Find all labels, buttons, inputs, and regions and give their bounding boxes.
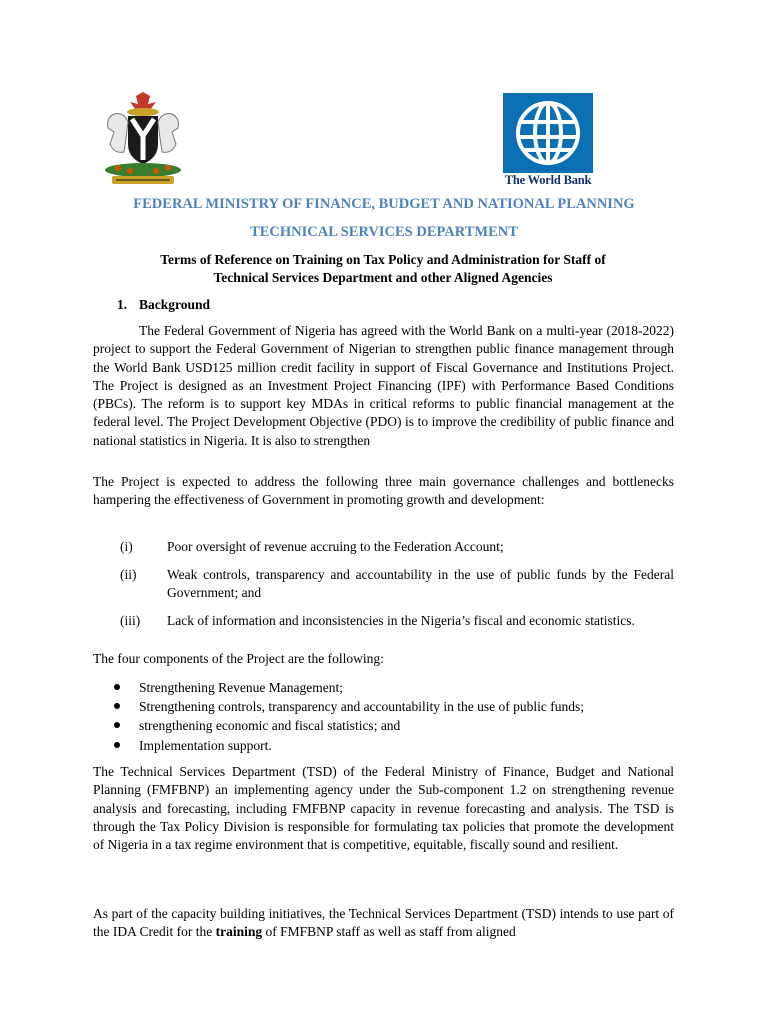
section-heading-background — [117, 297, 210, 313]
paragraph-text: of FMFBNP staff as well as staff from aligned — [262, 924, 516, 940]
bullet-icon — [114, 703, 120, 709]
title-line-2: Technical Services Department and other Aligned Agencies — [213, 270, 553, 285]
paragraph-background — [93, 322, 674, 450]
bullet-icon — [114, 722, 120, 728]
paragraph-capacity-building — [93, 905, 674, 942]
list-item-text: Implementation support. — [139, 737, 272, 753]
list-numeral: (i) — [120, 539, 133, 554]
paragraph-text: The Federal Government of Nigeria has agreed with the World Bank on a multi-year (2018-2022) project to support the Federal Government of Nigerian to strengthen public finance management through the World Bank USD125 million credit facility in support of Fiscal Governance and Institutions Project. The Project is designed as an Investment Project Financing (IPF) with Performance Based Conditions (PBCs). The reform is to support key MDAs in critical reforms to public financial management at the federal level. The Project Development Objective (PDO) is to improve the credibility of public finance and national statistics in Nigeria. It is also to strengthen — [93, 323, 674, 448]
world-bank-globe-icon — [503, 93, 593, 173]
list-item — [112, 736, 674, 755]
bullet-icon — [114, 742, 120, 748]
paragraph-text: As part of the capacity building initiatives, the Technical Services Department (TSD) intends to use part of the IDA Credit for the — [93, 906, 674, 940]
list-item — [120, 566, 674, 603]
bullet-icon — [114, 684, 120, 690]
title-line-1: Terms of Reference on Training on Tax Policy and Administration for Staff of — [160, 252, 606, 267]
list-item-text: strengthening economic and fiscal statistics; and — [139, 718, 401, 734]
list-item-text: Strengthening controls, transparency and accountability in the use of public funds; — [139, 699, 585, 715]
world-bank-caption: The World Bank — [504, 173, 592, 187]
paragraph-tsd: The Technical Services Department (TSD) of the Federal Ministry of Finance, Budget and National Planning (FMFBNP) an implementing agency under the Sub-component 1.2 on strengthening revenue analysis and forecasting, including FMFBNP capacity in revenue forecasting and analysis. The TSD is through the Tax Policy Division is responsible for formulating tax policies that promote the development of Nigeria in a tax regime environment that is competitive, equitable, fiscally sound and resilient. — [93, 764, 674, 853]
list-item — [120, 538, 674, 556]
list-item-text: Poor oversight of revenue accruing to the Federation Account; — [167, 539, 504, 554]
section-title: Background — [139, 297, 211, 312]
list-numeral: (iii) — [120, 613, 141, 628]
list-item-text: Lack of information and inconsistencies in the Nigeria’s fiscal and economic statistics. — [167, 613, 635, 628]
ministry-name: FEDERAL MINISTRY OF FINANCE, BUDGET AND NATIONAL PLANNING — [133, 196, 635, 212]
list-item — [112, 678, 674, 697]
list-item — [120, 612, 674, 630]
list-item — [112, 716, 674, 735]
nigeria-coat-of-arms-icon — [96, 92, 190, 186]
section-number: 1. — [117, 297, 128, 312]
list-numeral: (ii) — [120, 567, 137, 582]
department-name: TECHNICAL SERVICES DEPARTMENT — [250, 224, 518, 240]
world-bank-logo — [503, 93, 593, 188]
list-item-text: Strengthening Revenue Management; — [139, 680, 343, 695]
emphasis-training: training — [215, 924, 263, 940]
document-title — [92, 251, 674, 287]
list-item — [112, 697, 674, 716]
paragraph-challenges-intro: The Project is expected to address the following three main governance challenges and bottlenecks hampering the effectiveness of Government in promoting growth and development: — [93, 474, 674, 508]
paragraph-components-intro: The four components of the Project are the following: — [93, 651, 384, 666]
list-item-text: Weak controls, transparency and accountability in the use of public funds by the Federal Government; and — [167, 567, 674, 601]
components-list — [112, 678, 674, 755]
